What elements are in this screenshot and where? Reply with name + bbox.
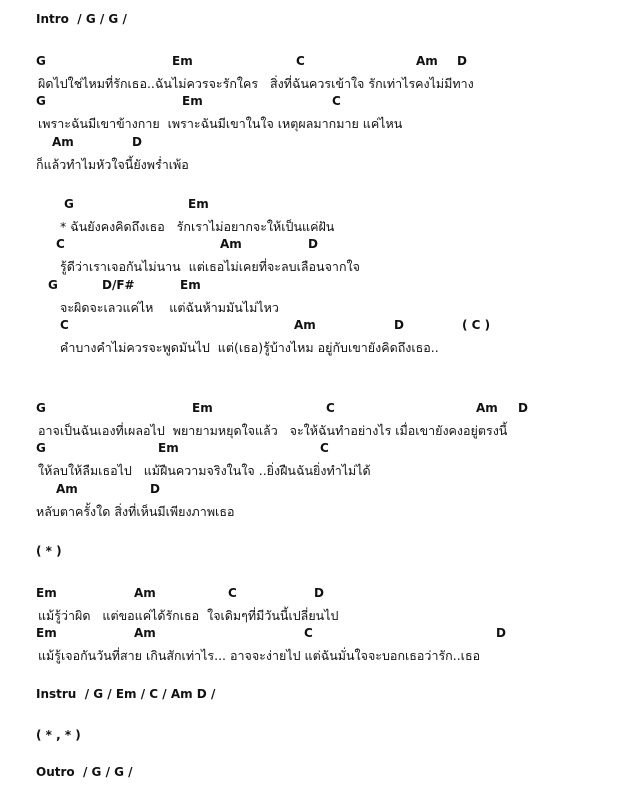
chord-label: Am (134, 586, 156, 600)
lyric-line: ผิดไปใช่ไหมที่รักเธอ..ฉันไม่ควรจะรักใคร สิ่งที่ฉันควรเข้าใจ รักเท่าไรคงไม่มีทาง (38, 76, 474, 91)
chord-label: D (314, 586, 324, 600)
lyric-line: * ฉันยังคงคิดถึงเธอ รักเราไม่อยากจะให้เป็นแค่ฝัน (60, 219, 335, 234)
lyric-line: จะผิดจะเลวแค่ไห แต่ฉันห้ามมันไม่ไหว (60, 300, 279, 315)
chord-label: Em (172, 54, 193, 68)
chord-label: C (60, 318, 69, 332)
chord-label: G (36, 441, 46, 455)
lyric-line: ให้ลบให้ลืมเธอไป แม้ฝืนความจริงในใจ ..ยิ่งฝืนฉันยิ่งทำไม่ได้ (38, 463, 371, 478)
chord-label: Am (416, 54, 438, 68)
chord-label: Em (158, 441, 179, 455)
chord-label: G (64, 197, 74, 211)
lyric-line: อาจเป็นฉันเองที่เผลอไป พยายามหยุดใจแล้ว จะให้ฉันทำอย่างไร เมื่อเขายังคงอยู่ตรงนี้ (38, 423, 508, 438)
chord-label: Am (134, 626, 156, 640)
chorus-repeat-marker: ( * ) (36, 544, 62, 558)
chord-label: Am (294, 318, 316, 332)
chord-label: Am (56, 482, 78, 496)
lyric-line: ก็แล้วทำไมหัวใจนี้ยังพร่ำเพ้อ (36, 157, 189, 172)
chord-label: C (228, 586, 237, 600)
chord-label: Em (192, 401, 213, 415)
chord-label: D (132, 135, 142, 149)
instrumental-line: Instru / G / Em / C / Am D / (36, 687, 216, 701)
chord-label: Am (52, 135, 74, 149)
chord-label: D (496, 626, 506, 640)
outro-line: Outro / G / G / (36, 765, 133, 779)
chord-label: C (332, 94, 341, 108)
chord-label: Am (476, 401, 498, 415)
chord-label: Em (188, 197, 209, 211)
chord-label: D (394, 318, 404, 332)
chord-label: G (48, 278, 58, 292)
chord-label: D (308, 237, 318, 251)
chord-label: ( C ) (462, 318, 491, 332)
lyric-line: คำบางคำไม่ควรจะพูดมันไป แต่(เธอ)รู้บ้างไหม อยู่กับเขายังคิดถึงเธอ.. (60, 340, 439, 355)
chord-label: D (150, 482, 160, 496)
chord-label: G (36, 401, 46, 415)
chord-label: D/F# (102, 278, 135, 292)
chord-label: C (296, 54, 305, 68)
chord-label: Em (182, 94, 203, 108)
chord-label: Em (180, 278, 201, 292)
chord-label: G (36, 94, 46, 108)
chord-label: D (457, 54, 467, 68)
chord-label: Em (36, 586, 57, 600)
lyric-line: แม้รู้เจอกันวันที่สาย เกินสักเท่าไร... อาจจะง่ายไป แต่ฉันมั่นใจจะบอกเธอว่ารัก..เธอ (38, 648, 481, 663)
lyric-line: เพราะฉันมีเขาข้างกาย เพราะฉันมีเขาในใจ เหตุผลมากมาย แค่ไหน (38, 116, 403, 131)
lyric-line: แม้รู้ว่าผิด แต่ขอแค่ได้รักเธอ ใจเดิมๆที่มีวันนี้เปลี่ยนไป (38, 608, 339, 623)
lyric-line: รู้ดีว่าเราเจอกันไม่นาน แต่เธอไม่เคยที่จะลบเลือนจากใจ (60, 259, 360, 274)
double-chorus-repeat-marker: ( * , * ) (36, 728, 81, 742)
chord-label: C (56, 237, 65, 251)
chord-label: Em (36, 626, 57, 640)
chord-label: C (326, 401, 335, 415)
chord-label: G (36, 54, 46, 68)
chord-label: Am (220, 237, 242, 251)
chord-label: D (518, 401, 528, 415)
chord-label: C (320, 441, 329, 455)
chord-label: C (304, 626, 313, 640)
lyric-line: หลับตาครั้งใด สิ่งที่เห็นมีเพียงภาพเธอ (36, 504, 235, 519)
intro-line: Intro / G / G / (36, 12, 127, 26)
